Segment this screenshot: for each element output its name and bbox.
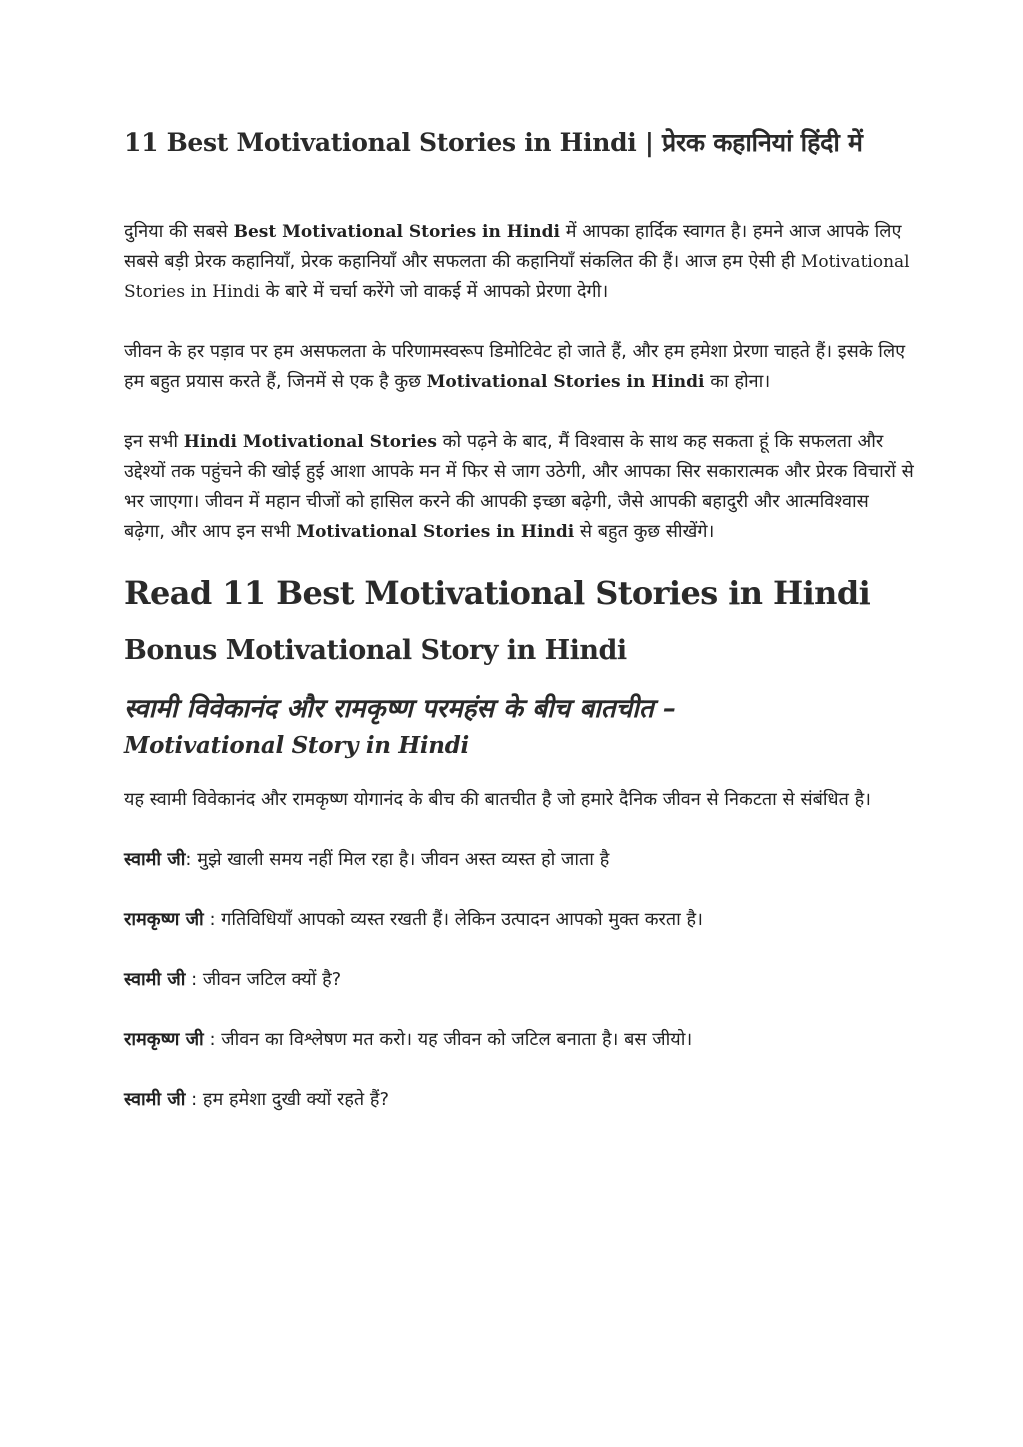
story-description: यह स्वामी विवेकानंद और रामकृष्ण योगानंद के बीच की बातचीत है जो हमारे दैनिक जीवन से निकटता से संबंधित है। bbox=[124, 789, 871, 810]
bonus-heading: Bonus Motivational Story in Hindi bbox=[124, 635, 627, 666]
dialogue-text: गतिविधियाँ आपको व्यस्त रखती हैं। लेकिन उत्पादन आपको मुक्त करता है। bbox=[221, 909, 703, 930]
intro-3-text-a: इन सभी bbox=[124, 431, 184, 452]
intro-2-text-c: का होना। bbox=[704, 371, 771, 392]
intro-1-text-a: दुनिया की सबसे bbox=[124, 221, 234, 242]
intro-paragraph-1 bbox=[124, 217, 914, 307]
intro-2-text-a: जीवन के हर पड़ाव पर हम असफलता के परिणामस्वरूप डिमोटिवेट हो जाते हैं, और हम हमेशा प्रेरणा चाहते हैं। इसके लिए हम बहुत प्रयास करते हैं, जिनमें से एक है कुछ bbox=[124, 341, 906, 392]
intro-3-text-e: से बहुत कुछ सीखेंगे। bbox=[574, 521, 715, 542]
dialogue-text: हम हमेशा दुखी क्यों रहते हैं? bbox=[202, 1089, 390, 1110]
dialogue-text: मुझे खाली समय नहीं मिल रहा है। जीवन अस्त व्यस्त हो जाता है bbox=[197, 849, 610, 870]
dialogue-separator: : bbox=[203, 909, 222, 930]
intro-1-text-c: में आपका हार्दिक स्वागत है। हमने आज आपके लिए सबसे बड़ी प्रेरक कहानियाँ, प्रेरक कहानियाँ और सफलता की कहानियाँ संकलित की हैं। आज हम ऐसी ही bbox=[124, 221, 902, 272]
dialogue-line bbox=[124, 965, 914, 995]
dialogue-speaker: रामकृष्ण जी bbox=[124, 909, 204, 930]
dialogue-line bbox=[124, 1085, 914, 1115]
dialogue-speaker: स्वामी जी bbox=[124, 849, 186, 870]
story-title bbox=[124, 689, 914, 763]
intro-1-keyword: Motivational Stories in Hindi bbox=[124, 252, 910, 302]
dialogue-separator: : bbox=[185, 1089, 203, 1110]
section-heading: Read 11 Best Motivational Stories in Hindi bbox=[124, 574, 871, 612]
intro-1-text-e: के बारे में चर्चा करेंगे जो वाकई में आपको प्रेरणा देगी। bbox=[259, 281, 609, 302]
dialogue-separator: : bbox=[185, 849, 198, 870]
intro-3-text-c: को पढ़ने के बाद, मैं विश्वास के साथ कह सकता हूं कि सफलता और उद्देश्यों तक पहुंचने की खोई हुई आशा आपके मन में फिर से जाग उठेगी, और आपका सिर सकारात्मक और प्रेरक विचारों से भर जाएगा। जीवन में महान चीजों को हासिल करने की आपकी इच्छा बढ़ेगी, जैसे आपकी बहादुरी और आत्मविश्वास बढ़ेगा, और आप इन सभी bbox=[124, 431, 914, 542]
document-page bbox=[124, 125, 914, 1115]
intro-3-bold-keyword-2: Motivational Stories in Hindi bbox=[296, 522, 575, 542]
intro-3-bold-keyword: Hindi Motivational Stories bbox=[183, 432, 437, 452]
dialogue-text: जीवन का विश्लेषण मत करो। यह जीवन को जटिल बनाता है। बस जीयो। bbox=[221, 1029, 693, 1050]
page-title: 11 Best Motivational Stories in Hindi | प्रेरक कहानियां हिंदी में bbox=[124, 128, 863, 157]
story-title-hindi: स्वामी विवेकानंद और रामकृष्ण परमहंस के बीच बातचीत – bbox=[124, 694, 676, 724]
dialogue-separator: : bbox=[185, 969, 203, 990]
dialogue-text: जीवन जटिल क्यों है? bbox=[202, 969, 342, 990]
intro-paragraph-2 bbox=[124, 337, 914, 397]
dialogue-line bbox=[124, 845, 914, 875]
intro-paragraph-3 bbox=[124, 427, 914, 547]
intro-2-bold-keyword: Motivational Stories in Hindi bbox=[426, 372, 705, 392]
dialogue-speaker: स्वामी जी bbox=[124, 1089, 186, 1110]
dialogue-separator: : bbox=[203, 1029, 222, 1050]
dialogue-line bbox=[124, 1025, 914, 1055]
dialogue-speaker: रामकृष्ण जी bbox=[124, 1029, 204, 1050]
intro-1-bold-keyword: Best Motivational Stories in Hindi bbox=[233, 222, 561, 242]
dialogue-line bbox=[124, 905, 914, 935]
dialogue-speaker: स्वामी जी bbox=[124, 969, 186, 990]
story-title-english: Motivational Story in Hindi bbox=[124, 732, 469, 759]
